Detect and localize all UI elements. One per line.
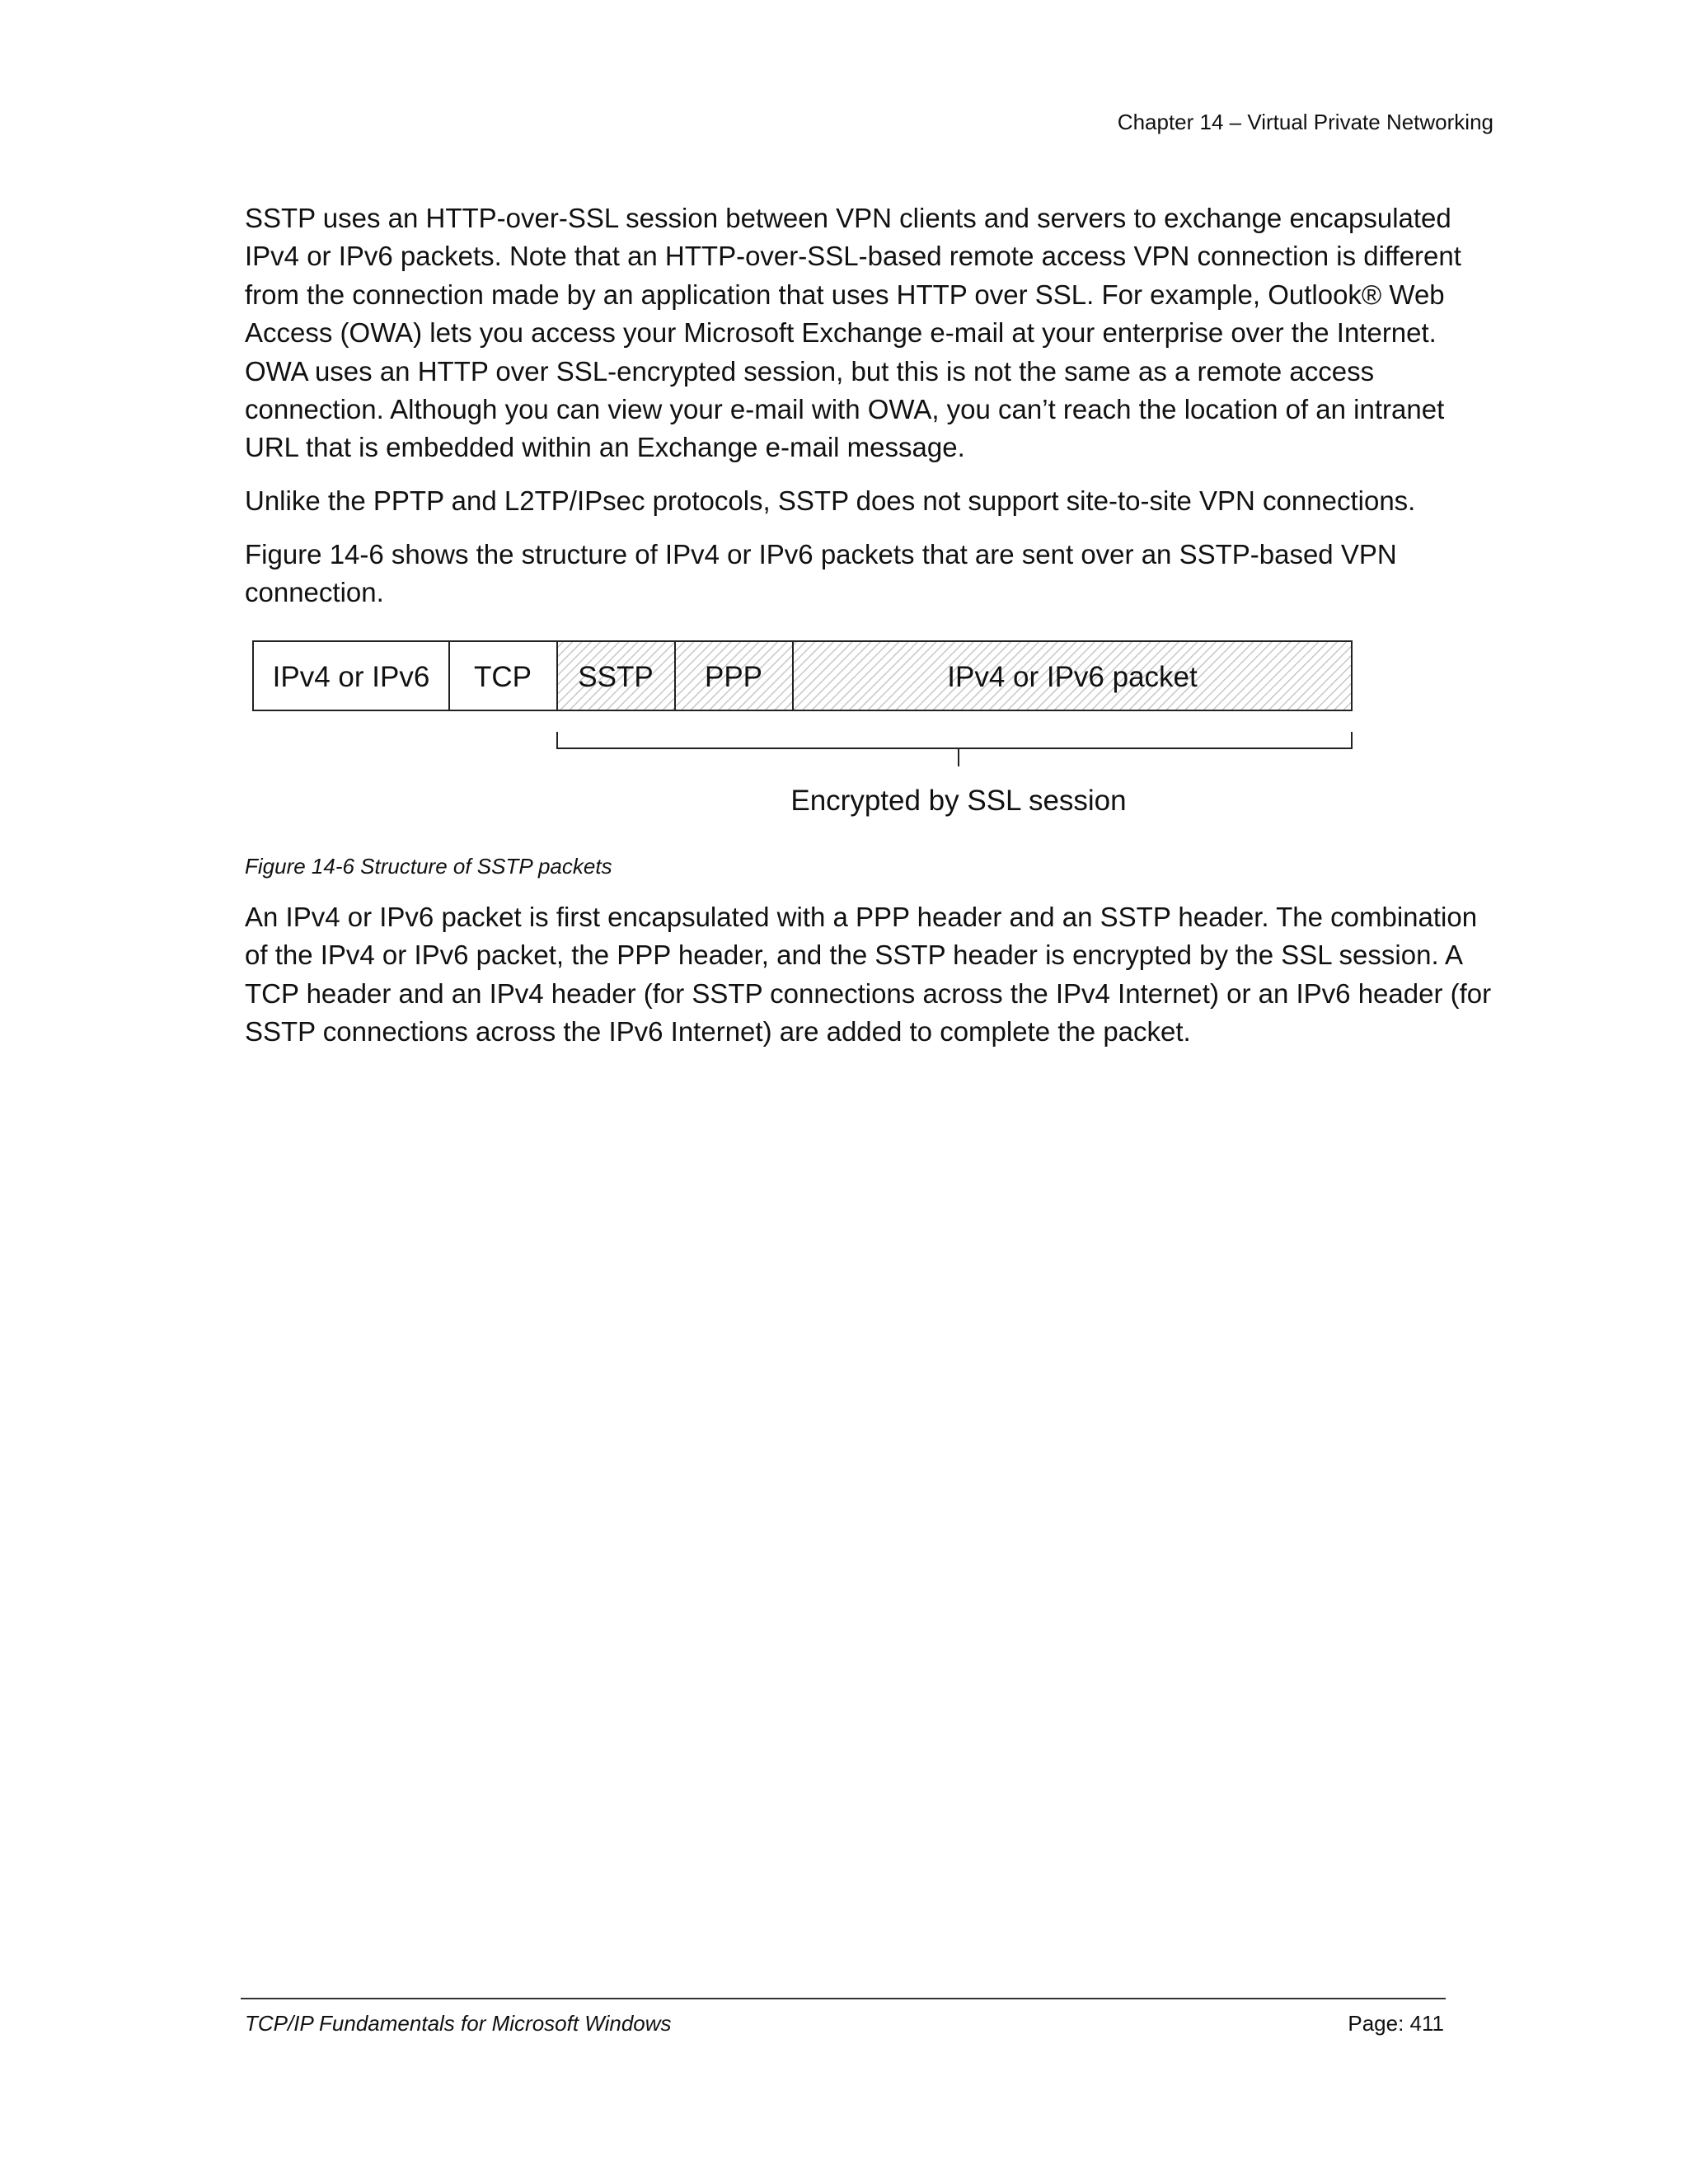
field-label-ipv4-ipv6: IPv4 or IPv6: [272, 661, 430, 693]
running-header: Chapter 14 – Virtual Private Networking: [1117, 110, 1493, 134]
footer-page-number: Page: 411: [1348, 2011, 1444, 2036]
footer-divider: [241, 1998, 1446, 1999]
body-paragraph-2: Unlike the PPTP and L2TP/IPsec protocols, SSTP does not support site-to-site VPN connections.: [245, 485, 1416, 516]
body-paragraph-1: SSTP uses an HTTP-over-SSL session between VPN clients and servers to exchange encapsulated IPv4 or IPv6 packets. Note that an HTTP-over-SSL-based remote access VPN connection is different from the connection made by an application that uses HTTP over SSL. For example, Outlook® Web Access (OWA) lets you access your Microsoft Exchange e-mail at your enterprise over the Internet. OWA uses an HTTP over SSL-encrypted session, but this is not the same as a remote access connection. Although you can view your e-mail with OWA, you can’t reach the location of an intranet URL that is embedded within an Exchange e-mail message.: [245, 203, 1461, 463]
encryption-label: Encrypted by SSL session: [790, 785, 1127, 817]
footer-book-title: TCP/IP Fundamentals for Microsoft Windows: [245, 2011, 672, 2036]
field-label-ip-packet: IPv4 or IPv6 packet: [947, 661, 1198, 693]
field-label-sstp: SSTP: [578, 661, 654, 693]
body-paragraph-4: An IPv4 or IPv6 packet is first encapsulated with a PPP header and an SSTP header. The combination of the IPv4 or IPv6 packet, the PPP header, and the SSTP header is encrypted by the SSL session. A TCP header and an IPv4 header (for SSTP connections across the IPv4 Internet) or an IPv6 header (for SSTP connections across the IPv6 Internet) are added to complete the packet.: [245, 902, 1492, 1047]
field-label-ppp: PPP: [704, 661, 763, 693]
body-paragraph-3: Figure 14-6 shows the structure of IPv4 or IPv6 packets that are sent over an SSTP-based VPN connection.: [245, 539, 1397, 608]
field-label-tcp: TCP: [474, 661, 532, 693]
sstp-packet-diagram: [243, 635, 1381, 832]
figure-caption: Figure 14-6 Structure of SSTP packets: [245, 854, 612, 879]
encryption-bracket: [557, 732, 1352, 766]
